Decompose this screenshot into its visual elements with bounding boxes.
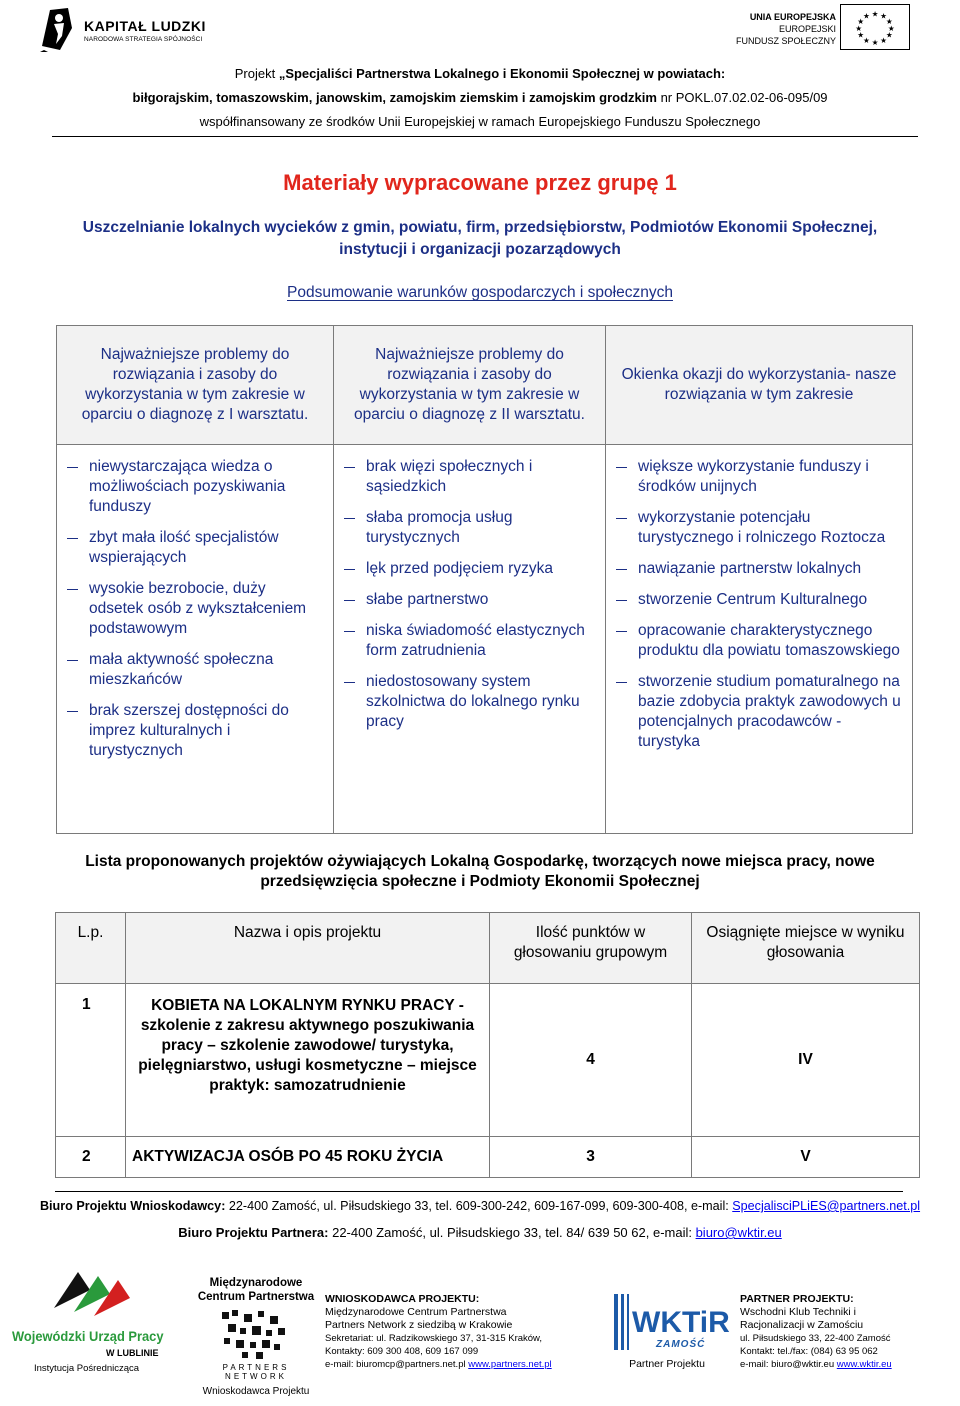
problems-table	[56, 325, 913, 834]
mcp-logo-text: PARTNERS NETWORK	[222, 1363, 290, 1381]
applicant-email: e-mail: biuromcp@partners.net.pl	[325, 1359, 469, 1370]
partner-line-3: ul. Piłsudskiego 33, 22-400 Zamość	[740, 1333, 891, 1344]
applicant-line-5	[325, 1358, 552, 1371]
partner-office-line	[0, 1225, 960, 1240]
svg-text:★: ★	[880, 36, 888, 46]
problems-header-workshop-2: Najważniejsze problemy do rozwiązania i zasoby do wykorzystania w tym zakresie w oparciu o diagnozę z II warsztatu.	[334, 326, 606, 445]
applicant-line-3: Sekretariat: ul. Radzikowskiego 37, 31-315 Kraków,	[325, 1333, 543, 1344]
row-place: V	[692, 1137, 920, 1178]
table-row	[56, 1137, 920, 1178]
opportunities-list	[614, 457, 902, 752]
header-divider	[52, 136, 918, 137]
problems-table-header-row	[57, 326, 913, 445]
applicant-office-text: 22-400 Zamość, ul. Piłsudskiego 33, tel. 609-300-242, 609-167-099, 609-300-408, e-mail:	[225, 1199, 733, 1213]
document-title: Materiały wypracowane przez grupę 1	[283, 170, 677, 195]
list-item: wysokie bezrobocie, duży odsetek osób z wykształceniem podstawowym	[65, 579, 323, 639]
wktir-logo-subtext: ZAMOŚĆ	[656, 1339, 706, 1350]
list-item: zbyt mała ilość specjalistów wspierających	[65, 528, 323, 568]
kapital-ludzki-title: KAPITAŁ LUDZKI	[84, 18, 206, 34]
wktir-role: Partner Projektu	[629, 1358, 705, 1370]
project-title-line	[0, 66, 960, 81]
list-item: wykorzystanie potencjału turystycznego i rolniczego Roztocza	[614, 508, 902, 548]
svg-text:★: ★	[857, 17, 865, 27]
wktir-logo-text: WKTiR	[632, 1306, 730, 1339]
cofinancing-line: współfinansowany ze środków Unii Europejskiej w ramach Europejskiego Funduszu Społecznego	[199, 114, 761, 129]
project-areas: biłgorajskim, tomaszowskim, janowskim, zamojskim ziemskim i zamojskim grodzkim	[132, 90, 657, 105]
eu-line-2: EUROPEJSKI	[778, 24, 836, 34]
partner-office-label: Biuro Projektu Partnera:	[178, 1225, 329, 1240]
row-place: IV	[692, 984, 920, 1137]
row-lp: 1	[56, 984, 126, 1137]
project-areas-line	[0, 90, 960, 105]
document-subtitle: Uszczelnianie lokalnych wycieków z gmin, powiatu, firm, przedsiębiorstw, Podmiotów Ekonomii Społecznej, instytucji i organizacji pozarządowych	[82, 219, 878, 258]
svg-text:★: ★	[862, 36, 870, 46]
list-item: większe wykorzystanie funduszy i środków unijnych	[614, 457, 902, 497]
partner-label: PARTNER PROJEKTU:	[740, 1293, 854, 1305]
workshop-2-list	[342, 457, 595, 732]
list-item: nawiązanie partnerstw lokalnych	[614, 559, 902, 579]
kapital-ludzki-subtitle: NARODOWA STRATEGIA SPÓJNOŚCI	[84, 36, 203, 43]
eu-logo-text	[736, 11, 836, 47]
list-item: brak więzi społecznych i sąsiedzkich	[342, 457, 595, 497]
applicant-office-email-link[interactable]: SpecjalisciPLiES@partners.net.pl	[732, 1199, 921, 1213]
applicant-line-1: Międzynarodowe Centrum Partnerstwa	[325, 1306, 507, 1318]
partner-office-email-link[interactable]: biuro@wktir.eu	[695, 1225, 782, 1240]
eu-line-1: UNIA EUROPEJSKA	[749, 12, 836, 22]
header-lp: L.p.	[56, 913, 126, 984]
list-item: niewystarczająca wiedza o możliwościach pozyskiwania funduszy	[65, 457, 323, 517]
row-points: 4	[490, 984, 692, 1137]
project-name: „Specjaliści Partnerstwa Lokalnego i Ekonomii Społecznej w powiatach:	[278, 66, 726, 81]
list-item: niedostosowany system szkolnictwa do lokalnego rynku pracy	[342, 672, 595, 732]
partner-line-1: Wschodni Klub Techniki i	[740, 1306, 856, 1318]
list-item: mała aktywność społeczna mieszkańców	[65, 650, 323, 690]
partner-website-link[interactable]: www.wktir.eu	[836, 1359, 892, 1370]
wup-emblem-icon	[44, 1268, 140, 1326]
partner-line-5	[740, 1358, 892, 1371]
svg-text:★: ★	[887, 23, 895, 33]
eu-line-3: FUNDUSZ SPOŁECZNY	[735, 36, 836, 46]
projects-table	[55, 912, 920, 1178]
list-item: stworzenie Centrum Kulturalnego	[614, 590, 902, 610]
svg-text:★: ★	[885, 17, 893, 27]
problems-header-opportunities: Okienka okazji do wykorzystania- nasze rozwiązania w tym zakresie	[606, 326, 913, 445]
row-points: 3	[490, 1137, 692, 1178]
applicant-office-line	[0, 1199, 960, 1213]
project-prefix: Projekt	[234, 66, 279, 81]
header-project-name: Nazwa i opis projektu	[126, 913, 490, 984]
applicant-label: WNIOSKODAWCA PROJEKTU:	[325, 1293, 480, 1305]
kapital-ludzki-logo	[38, 6, 208, 52]
svg-text:★: ★	[862, 11, 870, 21]
svg-text:★: ★	[871, 38, 879, 48]
problems-col-workshop-1	[57, 445, 334, 834]
applicant-line-2: Partners Network z siedzibą w Krakowie	[325, 1319, 513, 1331]
partner-office-text: 22-400 Zamość, ul. Piłsudskiego 33, tel. 84/ 639 50 62, e-mail:	[328, 1225, 696, 1240]
applicant-line-4: Kontakty: 609 300 408, 609 167 099	[325, 1346, 479, 1357]
list-item: słabe partnerstwo	[342, 590, 595, 610]
table-row	[56, 984, 920, 1137]
list-item: stworzenie studium pomaturalnego na bazie zdobycia praktyk zawodowych u potencjalnych pracodawców - turystyka	[614, 672, 902, 752]
header-points: Ilość punktów w głosowaniu grupowym	[490, 913, 692, 984]
applicant-office-label: Biuro Projektu Wnioskodawcy:	[39, 1199, 226, 1213]
problems-col-opportunities	[606, 445, 913, 834]
workshop-1-list	[65, 457, 323, 761]
projects-table-header-row	[56, 913, 920, 984]
partner-line-2: Racjonalizacji w Zamościu	[740, 1319, 864, 1331]
applicant-block	[325, 1293, 552, 1371]
eu-stars-flag-icon	[840, 4, 910, 50]
svg-text:★: ★	[871, 9, 879, 19]
eu-logo	[736, 4, 914, 52]
mcp-name-line-2: Centrum Partnerstwa	[197, 1291, 315, 1303]
project-number: nr POKL.07.02.02-06-095/09	[656, 90, 828, 105]
list-item: brak szerszej dostępności do imprez kulturalnych i turystycznych	[65, 701, 323, 761]
wup-name: Wojewódzki Urząd Pracy	[12, 1328, 164, 1344]
footer-divider	[55, 1191, 903, 1192]
kapital-ludzki-emblem-icon	[38, 6, 76, 52]
svg-text:★: ★	[885, 30, 893, 40]
problems-table-body-row	[57, 445, 913, 834]
mcp-name-line-1: Międzynarodowe	[209, 1277, 303, 1289]
list-item: słaba promocja usług turystycznych	[342, 508, 595, 548]
mcp-name	[192, 1276, 320, 1304]
applicant-website-link[interactable]: www.partners.net.pl	[468, 1359, 552, 1370]
partner-line-4: Kontakt: tel./fax: (084) 63 95 062	[740, 1346, 878, 1357]
row-lp: 2	[56, 1137, 126, 1178]
header-place: Osiągnięte miejsce w wyniku głosowania	[692, 913, 920, 984]
mcp-logo	[192, 1276, 320, 1398]
projects-list-heading: Lista proponowanych projektów ożywiających Lokalną Gospodarkę, tworzących nowe miejsca pracy, nowe przedsięwzięcia społeczne i Podmioty Ekonomii Społecznej	[85, 853, 875, 890]
list-item: lęk przed podjęciem ryzyka	[342, 559, 595, 579]
wup-logo	[8, 1268, 178, 1378]
problems-header-workshop-1: Najważniejsze problemy do rozwiązania i zasoby do wykorzystania w tym zakresie w oparciu o diagnozę z I warsztatu.	[57, 326, 334, 445]
wup-city: W LUBLINIE	[106, 1348, 159, 1358]
svg-text:★: ★	[855, 23, 863, 33]
partner-email: e-mail: biuro@wktir.eu	[740, 1359, 837, 1370]
partner-block	[740, 1293, 892, 1371]
svg-text:★: ★	[857, 30, 865, 40]
wup-role: Instytucja Pośrednicząca	[34, 1363, 140, 1374]
row-project-name: KOBIETA NA LOKALNYM RYNKU PRACY - szkolenie z zakresu aktywnego poszukiwania pracy – szkolenie zawodowe/ turystyka, pielęgniarstwo, usługi kosmetyczne – miejsce praktyk: samozatrudnienie	[126, 984, 490, 1137]
list-item: opracowanie charakterystycznego produktu dla powiatu tomaszowskiego	[614, 621, 902, 661]
section-heading: Podsumowanie warunków gospodarczych i społecznych	[287, 284, 673, 301]
svg-text:★: ★	[880, 11, 888, 21]
row-project-name: AKTYWIZACJA OSÓB PO 45 ROKU ŻYCIA	[126, 1137, 490, 1178]
problems-col-workshop-2	[334, 445, 606, 834]
mcp-role: Wnioskodawca Projektu	[202, 1386, 310, 1397]
list-item: niska świadomość elastycznych form zatrudnienia	[342, 621, 595, 661]
